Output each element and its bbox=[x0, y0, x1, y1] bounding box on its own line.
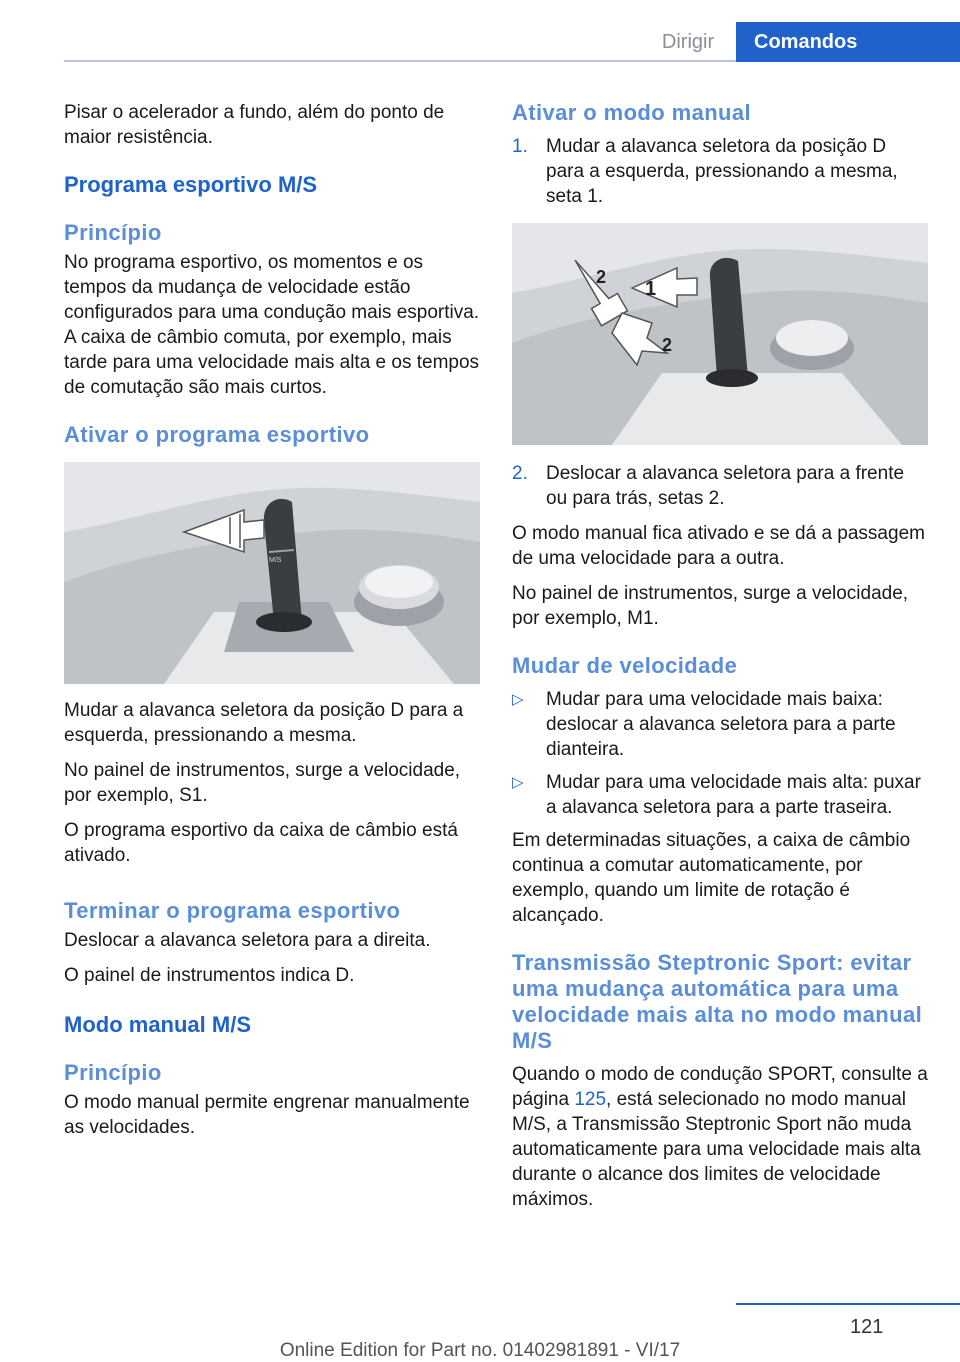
heading-manual-mode: Modo manual M/S bbox=[64, 1012, 251, 1037]
manual-text-2: No painel de instrumentos, surge a velocidade, por exemplo, M1. bbox=[512, 583, 909, 629]
heading-activate-sport: Ativar o programa esportivo bbox=[64, 422, 370, 447]
arrow-2-label-top: 2 bbox=[596, 267, 607, 287]
edition-footer: Online Edition for Part no. 01402981891 - VI/17 bbox=[279, 1340, 681, 1361]
bullet-downshift-text: Mudar para uma velocidade mais baixa: deslocar a alavanca seletora para a parte dianteira. bbox=[546, 689, 896, 760]
activate-text-3: O programa esportivo da caixa de câmbio está ativado. bbox=[64, 820, 458, 866]
page-reference-link[interactable]: 125 bbox=[574, 1089, 607, 1110]
gear-selector-illustration bbox=[64, 462, 480, 684]
heading-change-gear: Mudar de velocidade bbox=[512, 653, 738, 678]
step-2-text: Deslocar a alavanca seletora para a frente ou para trás, setas 2. bbox=[546, 463, 905, 509]
heading-principle-2: Princípio bbox=[64, 1060, 162, 1085]
left-column bbox=[64, 100, 480, 1140]
bullet-downshift bbox=[512, 687, 928, 762]
header-section-tab[interactable]: Dirigir bbox=[661, 30, 715, 53]
header-chapter-tab[interactable]: Comandos bbox=[736, 22, 960, 62]
heading-activate-manual: Ativar o modo manual bbox=[512, 100, 752, 125]
intro-text: Pisar o acelerador a fundo, além do ponto de maior resistência. bbox=[64, 102, 445, 148]
steptronic-text-b: , está selecionado no modo manual M/S, a Transmissão Steptronic Sport não muda automaticamente para uma velocidade mais alta durante o alcance dos limites de velocidade máximos. bbox=[512, 1089, 921, 1210]
step-2 bbox=[512, 461, 928, 511]
heading-steptronic: Transmissão Steptronic Sport: evitar uma mudança automática para uma velocidade mais alta no modo manual M/S bbox=[512, 950, 923, 1053]
heading-sport-program: Programa esportivo M/S bbox=[64, 172, 318, 197]
triangle-bullet-icon: ▷ bbox=[512, 691, 524, 708]
right-column bbox=[512, 100, 928, 1212]
bullet-upshift-text: Mudar para uma velocidade mais alta: puxar a alavanca seletora para a parte traseira. bbox=[546, 772, 921, 818]
steptronic-text-a: Quando o modo de condução SPORT, consulte a página bbox=[512, 1064, 928, 1110]
manual-mode-illustration bbox=[512, 223, 928, 445]
page-number: 121 bbox=[850, 1316, 884, 1338]
step-1-text: Mudar a alavanca seletora da posição D para a esquerda, pressionando a mesma, seta 1. bbox=[546, 136, 898, 207]
end-text-1: Deslocar a alavanca seletora para a direita. bbox=[64, 930, 431, 951]
figure-gear-selector-manual bbox=[512, 223, 928, 445]
activate-text-2: No painel de instrumentos, surge a velocidade, por exemplo, S1. bbox=[64, 760, 461, 806]
page-number-rule bbox=[736, 1303, 960, 1305]
activate-text-1: Mudar a alavanca seletora da posição D para a esquerda, pressionando a mesma. bbox=[64, 700, 464, 746]
arrow-2-label-bottom: 2 bbox=[662, 335, 673, 355]
step-1 bbox=[512, 134, 928, 209]
heading-principle: Princípio bbox=[64, 220, 162, 245]
step-1-number: 1. bbox=[512, 136, 528, 157]
lever-ms-label: M/S bbox=[269, 557, 282, 564]
triangle-bullet-icon: ▷ bbox=[512, 774, 524, 791]
steptronic-text bbox=[512, 1062, 928, 1212]
manual-text-1: O modo manual fica ativado e se dá a passagem de uma velocidade para a outra. bbox=[512, 523, 925, 569]
end-text-2: O painel de instrumentos indica D. bbox=[64, 965, 355, 986]
principle-text: No programa esportivo, os momentos e os tempos da mudança de velocidade estão configurados para uma condução mais esportiva. A caixa de câmbio comuta, por exemplo, mais tarde para uma velocidade mais alta e os tempos de comutação são mais curtos. bbox=[64, 252, 480, 398]
step-2-number: 2. bbox=[512, 463, 528, 484]
principle-2-text: O modo manual permite engrenar manualmente as velocidades. bbox=[64, 1092, 470, 1138]
heading-end-sport: Terminar o programa esportivo bbox=[64, 898, 401, 923]
bullet-upshift bbox=[512, 770, 928, 820]
arrow-1-label: 1 bbox=[645, 278, 657, 300]
figure-gear-selector-sport bbox=[64, 462, 480, 684]
change-text: Em determinadas situações, a caixa de câmbio continua a comutar automaticamente, por exemplo, quando um limite de rotação é alcançado. bbox=[512, 830, 911, 926]
